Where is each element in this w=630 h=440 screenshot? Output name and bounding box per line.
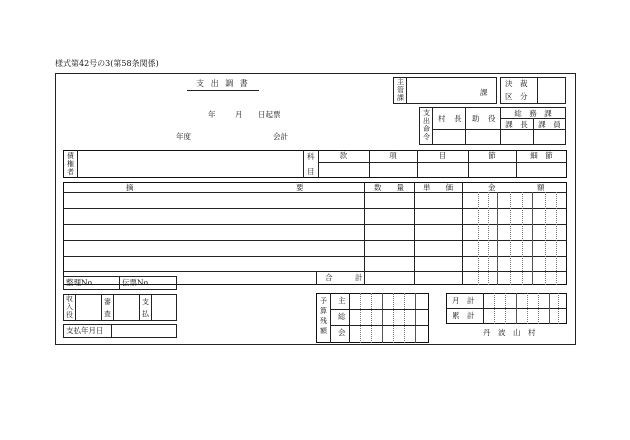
moku-label: 目 [307, 167, 315, 176]
role-cho: 長 [454, 114, 462, 123]
title-underline [187, 90, 259, 91]
stamp-box [63, 294, 177, 321]
kou-header: 項 [389, 151, 397, 160]
year-label: 年 [208, 110, 216, 119]
balance-row-sou: 総 [338, 312, 346, 321]
balance-row-kai: 会 [338, 328, 346, 337]
amount-header: 金 [488, 183, 496, 192]
shunyu-label: 収入役 [66, 295, 73, 319]
budget-balance-box [316, 293, 429, 343]
month-total-label: 月 計 [452, 296, 475, 305]
form-title: 支 出 調 書 [196, 79, 250, 88]
budget-balance-label: 予算残額 [320, 297, 327, 335]
amount-header-2: 額 [537, 183, 545, 192]
kessai-label: 決 裁 [505, 79, 528, 88]
month-label: 月 [235, 110, 243, 119]
ka-label: 課 [480, 88, 488, 97]
description-header: 摘 [126, 183, 134, 192]
creditor-label: 債権者 [67, 152, 74, 176]
setsu-header: 節 [488, 151, 496, 160]
moku-header: 目 [438, 151, 447, 160]
denpyo-label: 伝票No. [122, 278, 151, 287]
quantity-header: 数 量 [374, 183, 404, 192]
role-yaku: 役 [488, 114, 496, 123]
shiharai-label: 支払 [142, 298, 149, 318]
account-label: 会計 [273, 132, 288, 141]
kain-label: 課 員 [538, 120, 561, 129]
shutsu-meirei-label: 支出命令 [423, 109, 430, 141]
shukan-label: 主管課 [397, 78, 404, 102]
soumu-label: 総 務 課 [514, 109, 552, 118]
village-name: 丹 波 山 村 [483, 328, 536, 337]
role-jo: 助 [472, 114, 480, 123]
balance-row-shu: 主 [338, 296, 346, 305]
total-label: 合 計 [325, 273, 363, 282]
description-header-2: 要 [296, 183, 304, 192]
role-mura: 村 [438, 114, 446, 123]
issue-date-label: 日起票 [258, 110, 281, 119]
saisetsu-header: 細 節 [530, 151, 553, 160]
seiri-label: 整理No. [66, 278, 95, 287]
shinsa-label: 審査 [104, 298, 111, 318]
form-code: 様式第42号の3(第58条関係) [55, 59, 159, 68]
shiharai-date-label: 支払年月日 [66, 326, 104, 335]
fiscal-year-label: 年度 [176, 132, 191, 141]
unit-price-header: 単 価 [423, 183, 453, 192]
detail-table [63, 182, 567, 285]
ka-kamoku-label: 科 [307, 152, 315, 161]
kubun-label: 区 分 [505, 92, 528, 101]
kacho-label: 課 長 [505, 120, 528, 129]
cumulative-label: 累 計 [452, 311, 475, 320]
kan-header: 款 [339, 151, 348, 160]
